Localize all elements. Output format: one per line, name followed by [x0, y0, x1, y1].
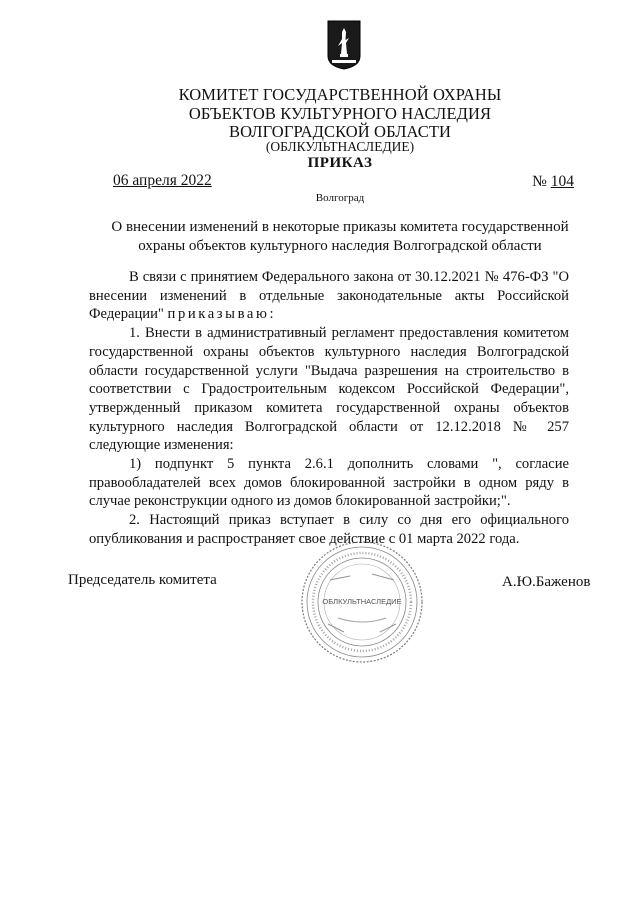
organization-short-name: (ОБЛКУЛЬТНАСЛЕДИЕ) [265, 139, 415, 154]
document-type: ПРИКАЗ [307, 155, 373, 171]
organization-name-line-3: ВОЛГОГРАДСКОЙ ОБЛАСТИ [228, 122, 452, 141]
official-seal [300, 540, 424, 664]
item-2-paragraph: 2. Настоящий приказ вступает в силу со дня его официального опубликования и распространяет свое действие с 01 марта 2022 года. [89, 512, 569, 547]
document-subject [100, 218, 580, 256]
seal-center-text: ОБЛКУЛЬТНАСЛЕДИЕ [322, 597, 402, 606]
order-word: приказываю: [167, 306, 277, 323]
item-1-paragraph: 1. Внести в административный регламент предоставления комитетом государственной охраны объектов культурного наследия Волгоградской области государственной услуги "Выдача разрешения на строительство в соответствии с Градостроительным кодексом Российской Федерации", утвержденный приказом комитета государственной охраны объектов культурного наследия Волгоградской области от 12.12.2018 № 257 следующие изменения: [89, 325, 569, 454]
document-body [89, 268, 569, 549]
document-city: Волгоград [315, 192, 365, 204]
signer-title: Председатель комитета [68, 572, 217, 588]
document-date: 06 апреля 2022 [113, 172, 212, 189]
number-prefix: № [532, 173, 547, 190]
item-1-subitem-paragraph: 1) подпункт 5 пункта 2.6.1 дополнить словами ", согласие правообладателей всех домов блокированной застройки в одном ряду в случае реконструкции одного из домов блокированной застройки;". [89, 456, 569, 510]
organization-name-line-2: ОБЪЕКТОВ КУЛЬТУРНОГО НАСЛЕДИЯ [188, 104, 492, 123]
number-value: 104 [550, 173, 574, 190]
subject-line-2: охраны объектов культурного наследия Волгоградской области [138, 238, 542, 254]
intro-text: В связи с принятием Федерального закона от 30.12.2021 № 476-ФЗ "О внесении изменений в отдельные законодательные акты Российской Федерации" [89, 269, 569, 323]
intro-paragraph [89, 268, 569, 324]
organization-name-line-1: КОМИТЕТ ГОСУДАРСТВЕННОЙ ОХРАНЫ [178, 85, 502, 104]
volgograd-coat-of-arms-icon [327, 20, 361, 70]
subject-line-1: О внесении изменений в некоторые приказы комитета государственной [111, 219, 569, 235]
signer-name: А.Ю.Баженов [502, 574, 591, 590]
document-number [532, 173, 574, 191]
